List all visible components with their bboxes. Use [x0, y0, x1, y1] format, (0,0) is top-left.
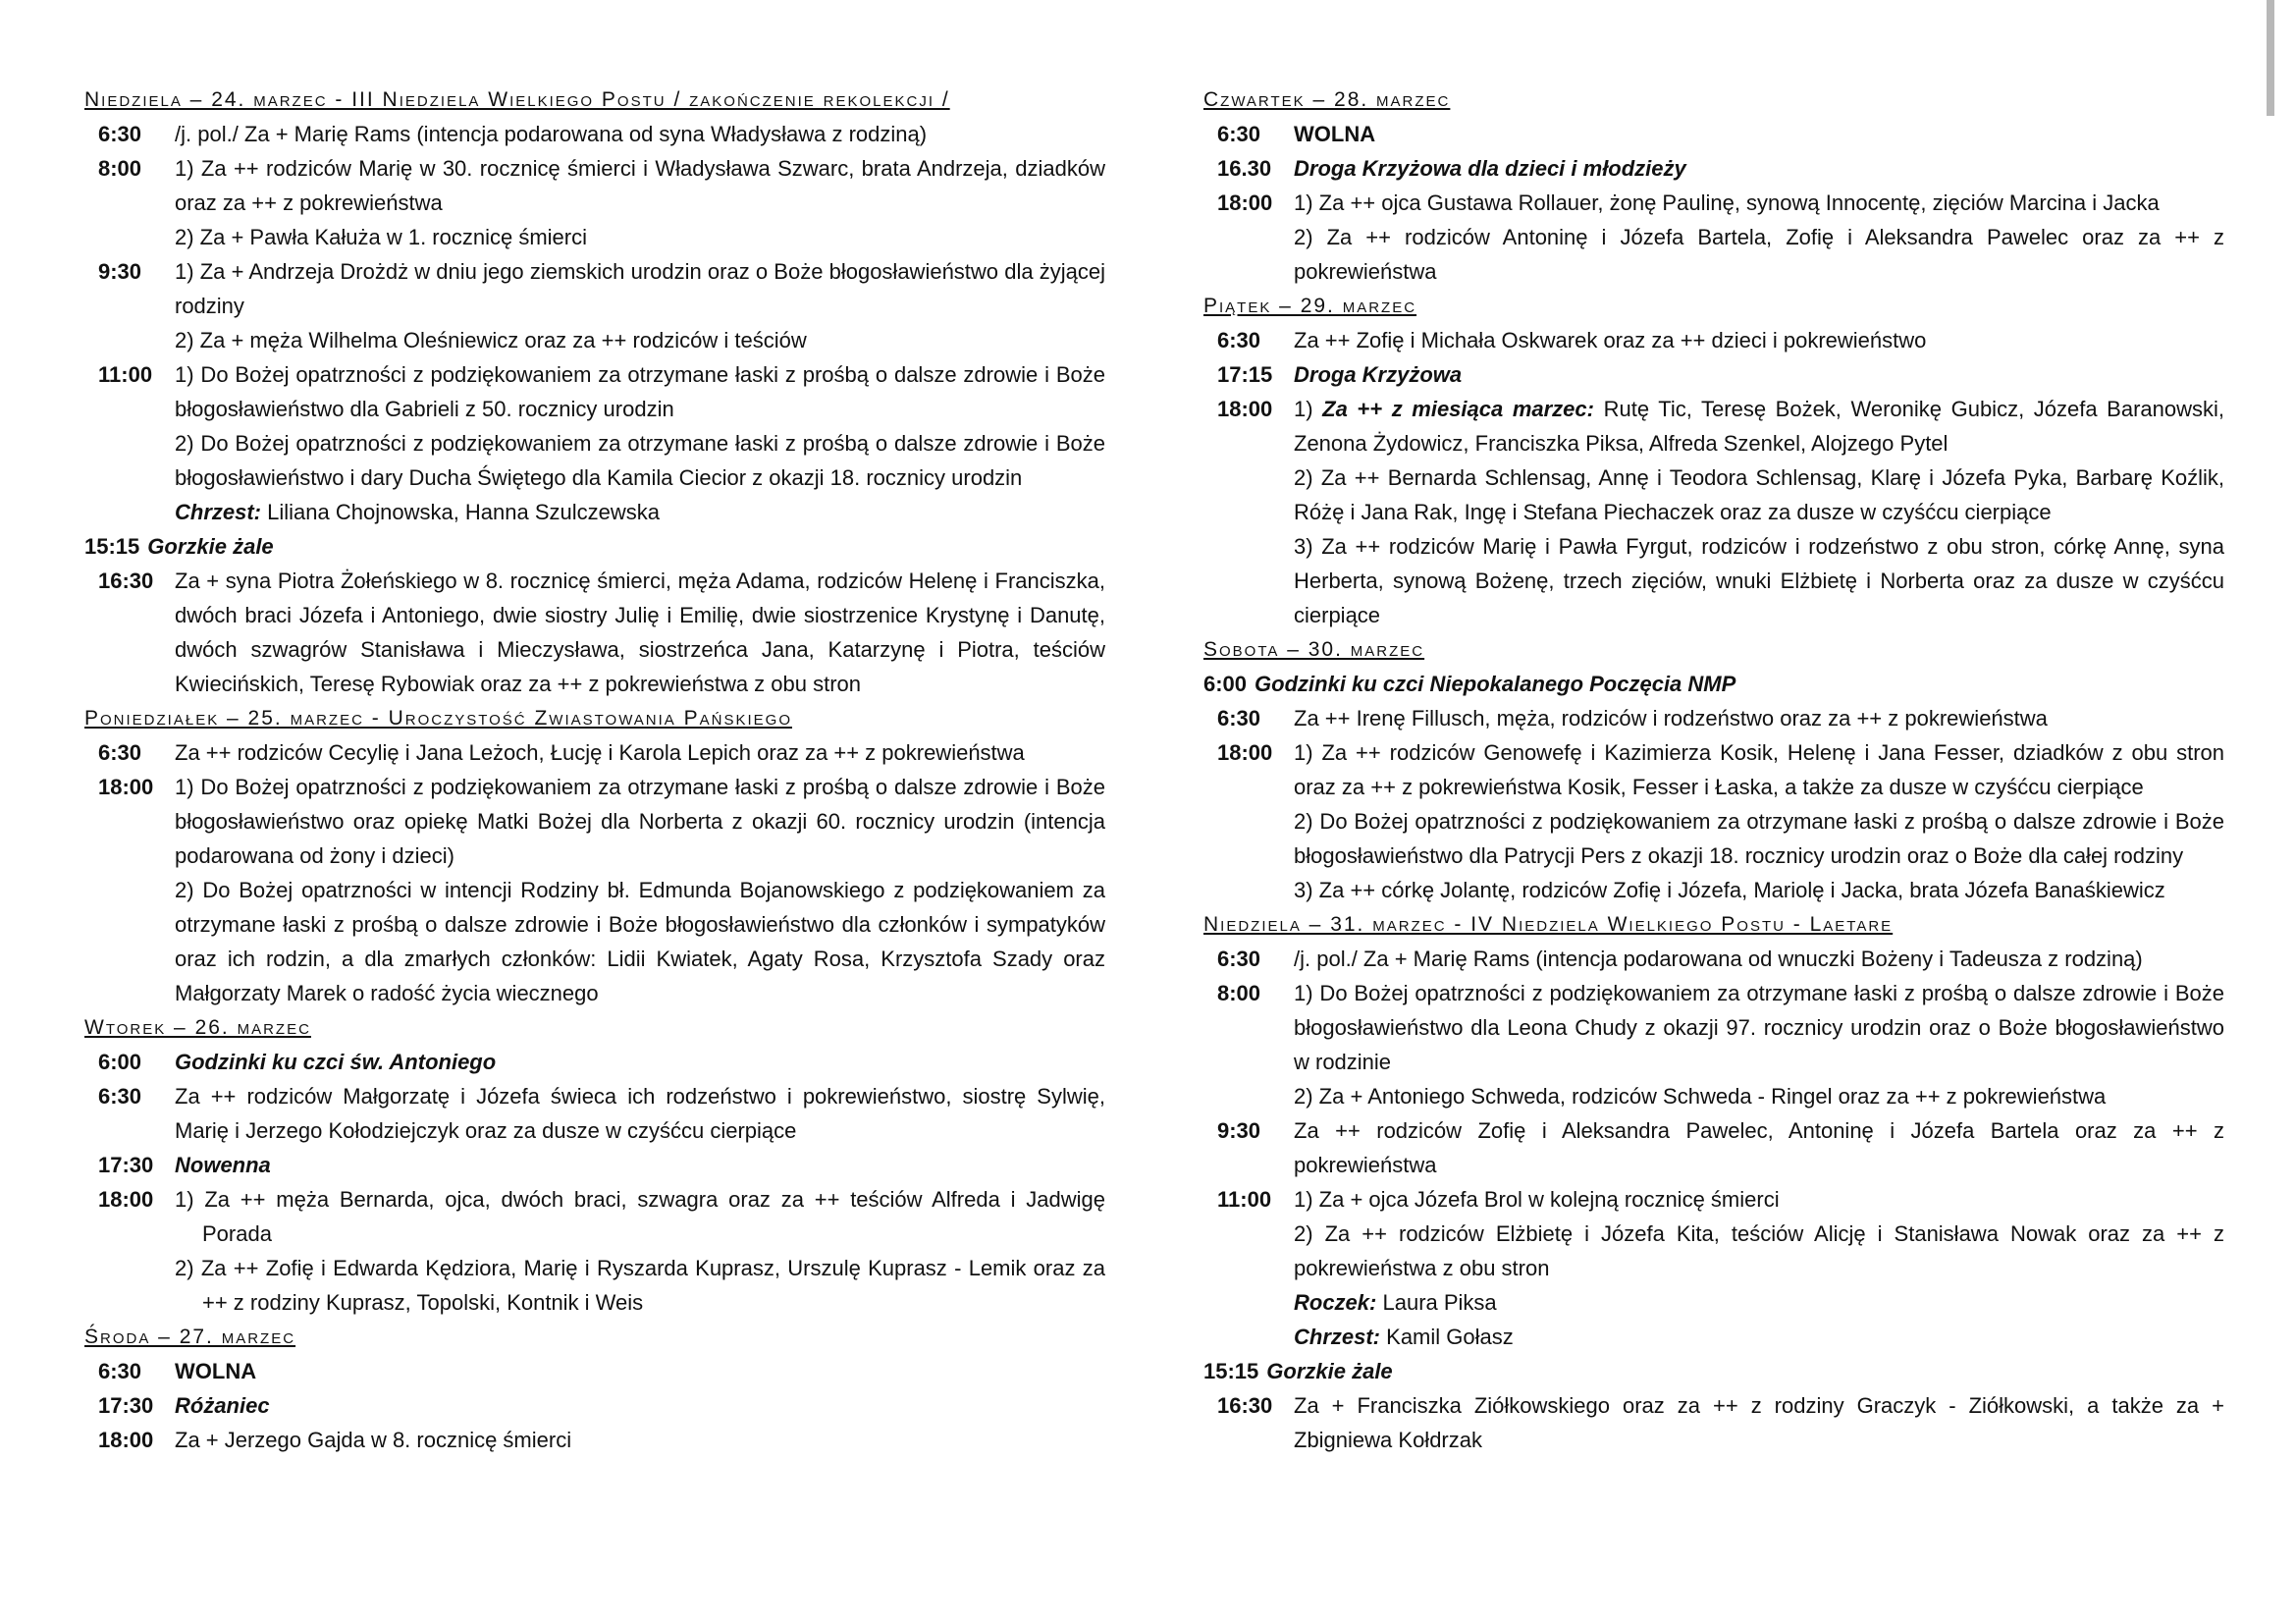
mass-entry	[1203, 151, 2224, 186]
service-name: Droga Krzyżowa	[1294, 362, 1463, 387]
intention-text	[175, 426, 1105, 495]
intentions	[175, 1182, 1105, 1320]
intentions	[1294, 186, 2224, 289]
intention-body: 3) Za ++ rodziców Marię i Pawła Fyrgut, rodziców i rodzeństwo z obu stron, córkę Annę, syna Herberta, synową Bożenę, trzech zięciów, wnuki Elżbietę i Norberta oraz za dusze w czyśćcu cierpiące	[1294, 534, 2224, 627]
mass-time-8-00: 8:00	[98, 156, 142, 181]
service-line	[175, 1354, 1105, 1388]
mass-entry	[84, 1388, 1105, 1423]
intention-text	[175, 770, 1105, 873]
intention-text	[175, 495, 1105, 529]
intention-body: 1) Za + Andrzeja Drożdż w dniu jego ziemskich urodzin oraz o Boże błogosławieństwo dla żyjącej rodziny	[175, 259, 1105, 318]
intention-text	[175, 254, 1105, 323]
mass-entry	[84, 1079, 1105, 1148]
mass-entry	[1203, 1388, 2224, 1457]
mass-time-6-30: 6:30	[98, 1359, 142, 1383]
intention-text	[175, 1251, 1105, 1320]
intention-text	[175, 323, 1105, 357]
intentions	[175, 1045, 1105, 1079]
mass-entry	[84, 117, 1105, 151]
mass-time-18-00: 18:00	[1217, 190, 1273, 215]
mass-entry	[1203, 1113, 2224, 1182]
free-slot-label: WOLNA	[1294, 122, 1376, 146]
day-header: Niedziela – 24. marzec - III Niedziela Wielkiego Postu / zakończenie rekolekcji /	[84, 88, 950, 111]
service-line	[1203, 667, 2224, 701]
intention-label: Za ++ z miesiąca marzec:	[1322, 397, 1594, 421]
intention-body: 2) Do Bożej opatrzności z podziękowaniem za otrzymane łaski z prośbą o dalsze zdrowie i Boże błogosławieństwo dla Patrycji Pers z okazji 18. rocznicy urodzin oraz o Boże dla całej rodziny	[1294, 809, 2224, 868]
day-header: Czwartek – 28. marzec	[1203, 88, 1451, 111]
intention-body: 2) Za ++ Zofię i Edwarda Kędziora, Marię i Ryszarda Kuprasz, Urszulę Kuprasz - Lemik oraz za ++ z rodziny Kuprasz, Topolski, Kontnik i Weis	[175, 1256, 1105, 1315]
intention-body: 1) Za ++ rodziców Marię w 30. rocznicę śmierci i Władysława Szwarc, brata Andrzeja, dziadków oraz za ++ z pokrewieństwa	[175, 156, 1105, 215]
intention-body: 1) Do Bożej opatrzności z podziękowaniem za otrzymane łaski z prośbą o dalsze zdrowie i Boże błogosławieństwo dla Leona Chudy z okazji 97. rocznicy urodzin oraz o Boże błogosławieństwo w rodzinie	[1294, 981, 2224, 1074]
mass-entry	[84, 564, 1105, 701]
intentions	[175, 254, 1105, 357]
intention-body: 2) Do Bożej opatrzności z podziękowaniem za otrzymane łaski z prośbą o dalsze zdrowie i Boże błogosławieństwo i dary Ducha Świętego dla Kamila Ciecior z okazji 18. rocznicy urodzin	[175, 431, 1105, 490]
mass-time-18-00: 18:00	[1217, 397, 1273, 421]
mass-time-9-30: 9:30	[1217, 1118, 1261, 1143]
day-header: Wtorek – 26. marzec	[84, 1016, 311, 1039]
intention-body: Za + syna Piotra Żołeńskiego w 8. rocznicę śmierci, męża Adama, rodziców Helenę i Franciszka, dwóch braci Józefa i Antoniego, dwie siostry Julię i Emilię, dwie siostrzenice Krystynę i Danutę, dwóch szwagrów Stanisława i Mieczysława, siostrzeńca Jana, Katarzynę i Piotra, teściów Kwiecińskich, Teresę Rybowiak oraz za ++ z pokrewieństwa z obu stron	[175, 568, 1105, 696]
service-line	[1294, 151, 2224, 186]
intention-text	[175, 1182, 1105, 1251]
intention-text	[175, 1423, 1105, 1457]
service-line	[175, 1045, 1105, 1079]
intention-body: Za ++ rodziców Cecylię i Jana Leżoch, Łucję i Karola Lepich oraz za ++ z pokrewieństwa	[175, 740, 1025, 765]
intention-body: 3) Za ++ córkę Jolantę, rodziców Zofię i Józefa, Mariolę i Jacka, brata Józefa Banaśkiewicz	[1294, 878, 2165, 902]
intention-body: Za + Jerzego Gajda w 8. rocznicę śmierci	[175, 1428, 572, 1452]
service-name: Godzinki ku czci św. Antoniego	[175, 1050, 497, 1074]
mass-time-6-30: 6:30	[1217, 706, 1261, 731]
intention-text	[1294, 1217, 2224, 1285]
mass-entry	[84, 357, 1105, 529]
right-column	[1203, 82, 2224, 1457]
mass-time-16-30: 16:30	[1217, 1393, 1273, 1418]
intention-text	[175, 735, 1105, 770]
mass-entry	[1203, 1182, 2224, 1354]
mass-time-16-30: 16.30	[1217, 156, 1272, 181]
mass-entry	[84, 1354, 1105, 1388]
intention-body: 2) Za + Pawła Kałuża w 1. rocznicę śmierci	[175, 225, 587, 249]
service-line	[175, 1388, 1105, 1423]
intention-body: 2) Za ++ rodziców Elżbietę i Józefa Kita, teściów Alicję i Stanisława Nowak oraz za ++ z pokrewieństwa z obu stron	[1294, 1221, 2224, 1280]
intention-text	[1294, 323, 2224, 357]
mass-entry	[1203, 186, 2224, 289]
intention-text	[1294, 1113, 2224, 1182]
intentions	[175, 1423, 1105, 1457]
mass-time-11-00: 11:00	[1217, 1187, 1272, 1212]
intentions	[1294, 392, 2224, 632]
mass-time-6-30: 6:30	[1217, 947, 1261, 971]
intention-body: Za ++ rodziców Małgorzatę i Józefa świeca ich rodzeństwo i pokrewieństwo, siostrę Sylwię, Marię i Jerzego Kołodziejczyk oraz za dusze w czyśćcu cierpiące	[175, 1084, 1105, 1143]
intention-body: 1) Za ++ męża Bernarda, ojca, dwóch braci, szwagra oraz za ++ teściów Alfreda i Jadwigę Porada	[175, 1187, 1105, 1246]
intention-body: 1) Za + ojca Józefa Brol w kolejną rocznicę śmierci	[1294, 1187, 1780, 1212]
mass-entry	[84, 1423, 1105, 1457]
mass-time-6-30: 6:30	[98, 740, 142, 765]
intentions	[175, 151, 1105, 254]
mass-time-6-30: 6:30	[1217, 328, 1261, 352]
mass-time-9-30: 9:30	[98, 259, 142, 284]
service-name: Nowenna	[175, 1153, 271, 1177]
intentions	[1294, 357, 2224, 392]
mass-entry	[84, 1045, 1105, 1079]
intention-body: Za ++ Irenę Fillusch, męża, rodziców i rodzeństwo oraz za ++ z pokrewieństwa	[1294, 706, 2048, 731]
scrollbar[interactable]	[2267, 0, 2274, 116]
intentions	[1294, 1388, 2224, 1457]
intention-text	[175, 220, 1105, 254]
intention-text	[1294, 1285, 2224, 1320]
intention-text	[1294, 460, 2224, 529]
intention-body: Laura Piksa	[1382, 1290, 1497, 1315]
mass-time-6-30: 6:30	[98, 122, 142, 146]
intention-body: 2) Za + męża Wilhelma Oleśniewicz oraz za ++ rodziców i teściów	[175, 328, 807, 352]
intention-text	[175, 873, 1105, 1010]
intention-body: 1) Do Bożej opatrzności z podziękowaniem za otrzymane łaski z prośbą o dalsze zdrowie i Boże błogosławieństwo oraz opiekę Matki Bożej dla Norberta z okazji 60. rocznicy urodzin (intencja podarowana od żony i dzieci)	[175, 775, 1105, 868]
intentions	[175, 357, 1105, 529]
intentions	[1294, 942, 2224, 976]
mass-entry	[84, 254, 1105, 357]
day-header: Piątek – 29. marzec	[1203, 295, 1417, 317]
day-header: Poniedziałek – 25. marzec - Uroczystość Zwiastowania Pańskiego	[84, 707, 792, 730]
service-name: Godzinki ku czci Niepokalanego Poczęcia NMP	[1255, 672, 1736, 696]
day-header: Środa – 27. marzec	[84, 1326, 296, 1348]
intention-text	[1294, 1182, 2224, 1217]
intentions	[1294, 117, 2224, 151]
mass-time-16-30: 16:30	[98, 568, 154, 593]
intentions	[175, 1388, 1105, 1423]
intention-text	[1294, 1079, 2224, 1113]
intentions	[175, 1148, 1105, 1182]
service-line	[1294, 357, 2224, 392]
intention-text	[1294, 186, 2224, 220]
mass-time-17-15: 17:15	[1217, 362, 1273, 387]
mass-time-18-00: 18:00	[98, 1187, 154, 1212]
intentions	[1294, 323, 2224, 357]
mass-time-6-00: 6:00	[98, 1050, 142, 1074]
intention-text	[1294, 976, 2224, 1079]
mass-entry	[1203, 117, 2224, 151]
intentions	[175, 564, 1105, 701]
mass-time-15-15: 15:15	[1203, 1359, 1259, 1383]
intention-text	[175, 1079, 1105, 1148]
intentions	[1294, 976, 2224, 1113]
mass-time-11-00: 11:00	[98, 362, 153, 387]
intention-text	[1294, 701, 2224, 735]
intentions	[175, 1079, 1105, 1148]
intention-text	[1294, 804, 2224, 873]
intention-text	[175, 564, 1105, 701]
intention-text	[1294, 942, 2224, 976]
intention-text	[175, 117, 1105, 151]
free-slot-label: WOLNA	[175, 1359, 257, 1383]
mass-time-17-30: 17:30	[98, 1393, 154, 1418]
intention-body: Za + Franciszka Ziółkowskiego oraz za ++ z rodziny Graczyk - Ziółkowski, a także za + Zbigniewa Kołdrzak	[1294, 1393, 2224, 1452]
intention-body: Za ++ rodziców Zofię i Aleksandra Pawelec, Antoninę i Józefa Bartela oraz za ++ z pokrewieństwa	[1294, 1118, 2224, 1177]
mass-entry	[1203, 323, 2224, 357]
day-header: Sobota – 30. marzec	[1203, 638, 1425, 661]
service-name: Gorzkie żale	[147, 534, 274, 559]
intentions	[1294, 1182, 2224, 1354]
mass-time-18-00: 18:00	[98, 775, 154, 799]
mass-time-6-30: 6:30	[1217, 122, 1261, 146]
mass-time-6-30: 6:30	[98, 1084, 142, 1109]
mass-entry	[1203, 357, 2224, 392]
mass-entry	[1203, 735, 2224, 907]
intention-text	[1294, 873, 2224, 907]
mass-entry	[1203, 701, 2224, 735]
intention-text	[175, 357, 1105, 426]
intention-body: 2) Za + Antoniego Schweda, rodziców Schweda - Ringel oraz za ++ z pokrewieństwa	[1294, 1084, 2107, 1109]
intention-label: Chrzest:	[1294, 1325, 1381, 1349]
mass-entry	[1203, 976, 2224, 1113]
intention-body: 2) Za ++ rodziców Antoninę i Józefa Bartela, Zofię i Aleksandra Pawelec oraz za ++ z pokrewieństwa	[1294, 225, 2224, 284]
intention-body: /j. pol./ Za + Marię Rams (intencja podarowana od wnuczki Bożeny i Tadeusza z rodziną)	[1294, 947, 2143, 971]
mass-entry	[84, 1148, 1105, 1182]
intention-body: 1) Do Bożej opatrzności z podziękowaniem za otrzymane łaski z prośbą o dalsze zdrowie i Boże błogosławieństwo dla Gabrieli z 50. rocznicy urodzin	[175, 362, 1105, 421]
intention-text	[1294, 1320, 2224, 1354]
mass-entry	[84, 151, 1105, 254]
intention-text	[1294, 735, 2224, 804]
mass-time-18-00: 18:00	[98, 1428, 154, 1452]
intention-body: Liliana Chojnowska, Hanna Szulczewska	[267, 500, 661, 524]
intention-label: Chrzest:	[175, 500, 262, 524]
intention-text	[1294, 392, 2224, 460]
intentions	[175, 735, 1105, 770]
intentions	[1294, 735, 2224, 907]
service-name: Gorzkie żale	[1266, 1359, 1393, 1383]
intention-body: Za ++ Zofię i Michała Oskwarek oraz za ++ dzieci i pokrewieństwo	[1294, 328, 1927, 352]
intentions	[1294, 1113, 2224, 1182]
service-line	[84, 529, 1105, 564]
mass-entry	[84, 1182, 1105, 1320]
intention-label: Roczek:	[1294, 1290, 1377, 1315]
intention-body: /j. pol./ Za + Marię Rams (intencja podarowana od syna Władysława z rodziną)	[175, 122, 928, 146]
service-line	[1203, 1354, 2224, 1388]
day-header: Niedziela – 31. marzec - IV Niedziela Wielkiego Postu - Laetare	[1203, 913, 1894, 936]
intention-body: Kamil Gołasz	[1386, 1325, 1514, 1349]
intentions	[1294, 701, 2224, 735]
service-name: Różaniec	[175, 1393, 270, 1418]
mass-time-18-00: 18:00	[1217, 740, 1273, 765]
intentions	[1294, 151, 2224, 186]
mass-time-6-00: 6:00	[1203, 672, 1248, 696]
mass-time-15-15: 15:15	[84, 534, 140, 559]
left-column	[84, 82, 1105, 1457]
service-line	[1294, 117, 2224, 151]
mass-time-8-00: 8:00	[1217, 981, 1261, 1005]
service-line	[175, 1148, 1105, 1182]
intention-body: 2) Do Bożej opatrzności w intencji Rodziny bł. Edmunda Bojanowskiego z podziękowaniem za otrzymane łaski z prośbą o dalsze zdrowie i Boże błogosławieństwo dla członków i sympatyków oraz ich rodzin, a dla zmarłych członków: Lidii Kwiatek, Agaty Rosa, Krzysztofa Szady oraz Małgorzaty Marek o radość życia wiecznego	[175, 878, 1105, 1005]
intention-body: 2) Za ++ Bernarda Schlensag, Annę i Teodora Schlensag, Klarę i Józefa Pyka, Barbarę Koźlik, Różę i Jana Rak, Ingę i Stefana Piechaczek oraz za dusze w czyśćcu cierpiące	[1294, 465, 2224, 524]
service-name: Droga Krzyżowa dla dzieci i młodzieży	[1294, 156, 1686, 181]
intention-text	[175, 151, 1105, 220]
intention-body: 1) Za ++ rodziców Genowefę i Kazimierza Kosik, Helenę i Jana Fesser, dziadków z obu stron oraz za ++ z pokrewieństwa Kosik, Fesser i Łaska, a także za dusze w czyśćcu cierpiące	[1294, 740, 2224, 799]
intentions	[175, 117, 1105, 151]
mass-entry	[1203, 942, 2224, 976]
intention-body: 1) Za ++ ojca Gustawa Rollauer, żonę Paulinę, synową Innocentę, zięciów Marcina i Jacka	[1294, 190, 2160, 215]
intention-prefix: 1)	[1294, 397, 1323, 421]
intention-body: Rutę Tic, Teresę Bożek, Weronikę Gubicz, Józefa Baranowski, Zenona Żydowicz, Franciszka Piksa, Alfreda Szenkel, Alojzego Pytel	[1294, 397, 2224, 456]
mass-time-17-30: 17:30	[98, 1153, 154, 1177]
intention-text	[1294, 1388, 2224, 1457]
intentions	[175, 1354, 1105, 1388]
mass-entry	[84, 770, 1105, 1010]
intention-text	[1294, 529, 2224, 632]
intention-text	[1294, 220, 2224, 289]
intentions	[175, 770, 1105, 1010]
mass-entry	[84, 735, 1105, 770]
mass-entry	[1203, 392, 2224, 632]
